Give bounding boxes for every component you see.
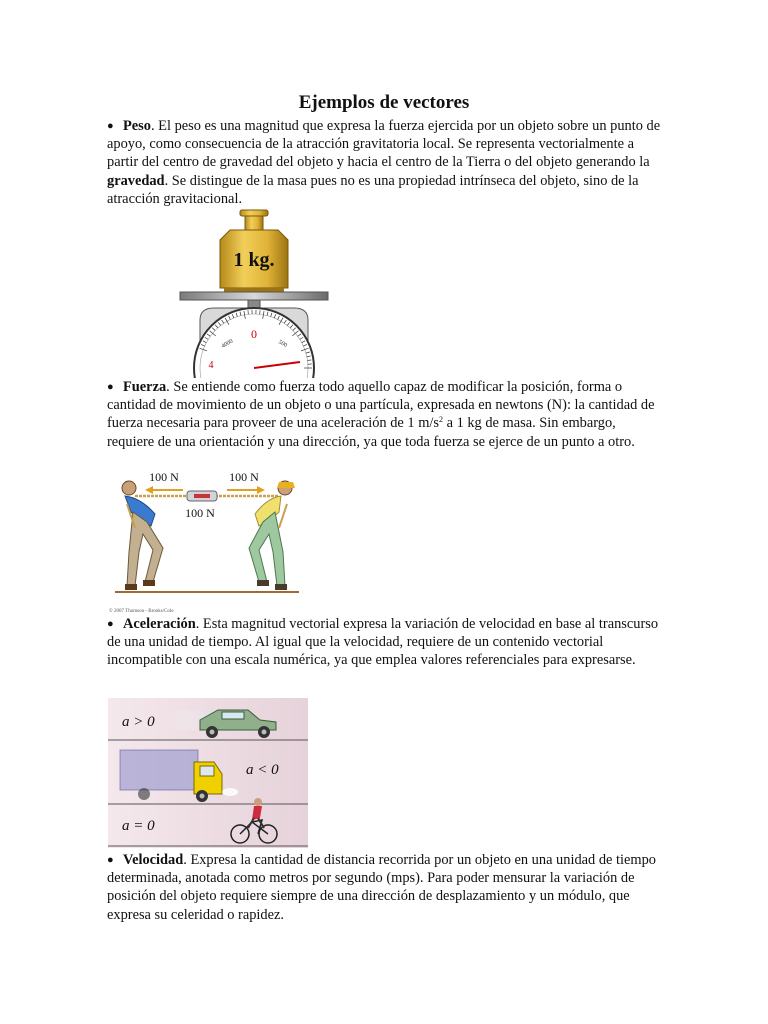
fuerza-sup: 2	[438, 415, 443, 425]
dial-500: 500	[277, 339, 288, 349]
label-a-negative: a < 0	[246, 762, 279, 778]
bullet-icon: ●	[107, 120, 114, 132]
figure-credit: © 2007 Thomson - Brooks/Cole	[109, 609, 174, 614]
force-label-center: 100 N	[185, 506, 215, 520]
spring-indicator	[194, 494, 210, 498]
peso-text-b: . Se distingue de la masa pues no es una propiedad intrínseca del objeto, sino de la atracción gravitacional.	[107, 172, 639, 207]
force-label-left: 100 N	[149, 470, 179, 484]
arrow-left-head	[145, 486, 153, 494]
page-title: Ejemplos de vectores	[298, 92, 470, 113]
bullet-icon: ●	[107, 618, 114, 630]
paragraph-velocidad	[107, 851, 662, 924]
paragraph-aceleracion	[107, 615, 662, 670]
term-velocidad: Velocidad	[123, 852, 184, 868]
bullet-icon: ●	[107, 381, 114, 393]
tug-of-war-figure	[107, 468, 307, 616]
paragraph-fuerza	[107, 378, 662, 451]
label-a-positive: a > 0	[122, 714, 155, 730]
weight-label: 1 kg.	[233, 249, 275, 271]
term-aceleracion: Aceleración	[123, 616, 196, 632]
velocidad-text-a: . Expresa la cantidad de distancia recorrida por un objeto en una unidad de tiempo determinada, anotada como metros por segundo (mps). Para poder mensurar la variación de posición del objeto requiere siempre de una dirección de desplazamiento y un módulo, que expresa su celeridad o rapidez.	[107, 852, 656, 923]
label-a-zero: a = 0	[122, 818, 155, 834]
peso-text-a: . El peso es una magnitud que expresa la fuerza ejercida por un objeto sobre un punto de apoyo, como consecuencia de la atracción gravitatoria local. Se representa vectorialmente a partir del centro de gravedad del objeto y hacia el centro de la Tierra o del objeto generando la	[107, 118, 661, 171]
term-peso: Peso	[123, 118, 151, 134]
dial-4: 4	[208, 360, 214, 371]
dial-zero: 0	[251, 327, 257, 341]
acceleration-figure	[108, 698, 308, 848]
term-gravedad: gravedad	[107, 172, 165, 189]
scale-figure	[178, 208, 330, 378]
paragraph-peso	[107, 117, 662, 208]
bullet-icon: ●	[107, 854, 114, 866]
term-fuerza: Fuerza	[123, 379, 167, 395]
person-right	[249, 481, 295, 590]
person-left	[122, 481, 163, 590]
aceleracion-text-a: . Esta magnitud vectorial expresa la variación de velocidad en base al transcurso de una unidad de tiempo. Al igual que la velocidad, requiere de un contenido vectorial incompatible con una escala numérica, ya que emplea valores referenciales para expresarse.	[107, 616, 659, 669]
fuerza-text-b: a 1 kg de masa. Sin embargo, requiere de una orientación y una dirección, ya que toda fuerza se ejerce de un punto a otro.	[107, 415, 635, 450]
fuerza-text-a: . Se entiende como fuerza todo aquello capaz de modificar la posición, forma o cantidad de movimiento de un objeto o una partícula, expresada en newtons (N): la cantidad de fuerza necesaria para proveer de una aceleración de 1 m/s	[107, 379, 655, 432]
force-label-right: 100 N	[229, 470, 259, 484]
dial-4000: 4000	[220, 338, 235, 350]
arrow-right-head	[257, 486, 265, 494]
